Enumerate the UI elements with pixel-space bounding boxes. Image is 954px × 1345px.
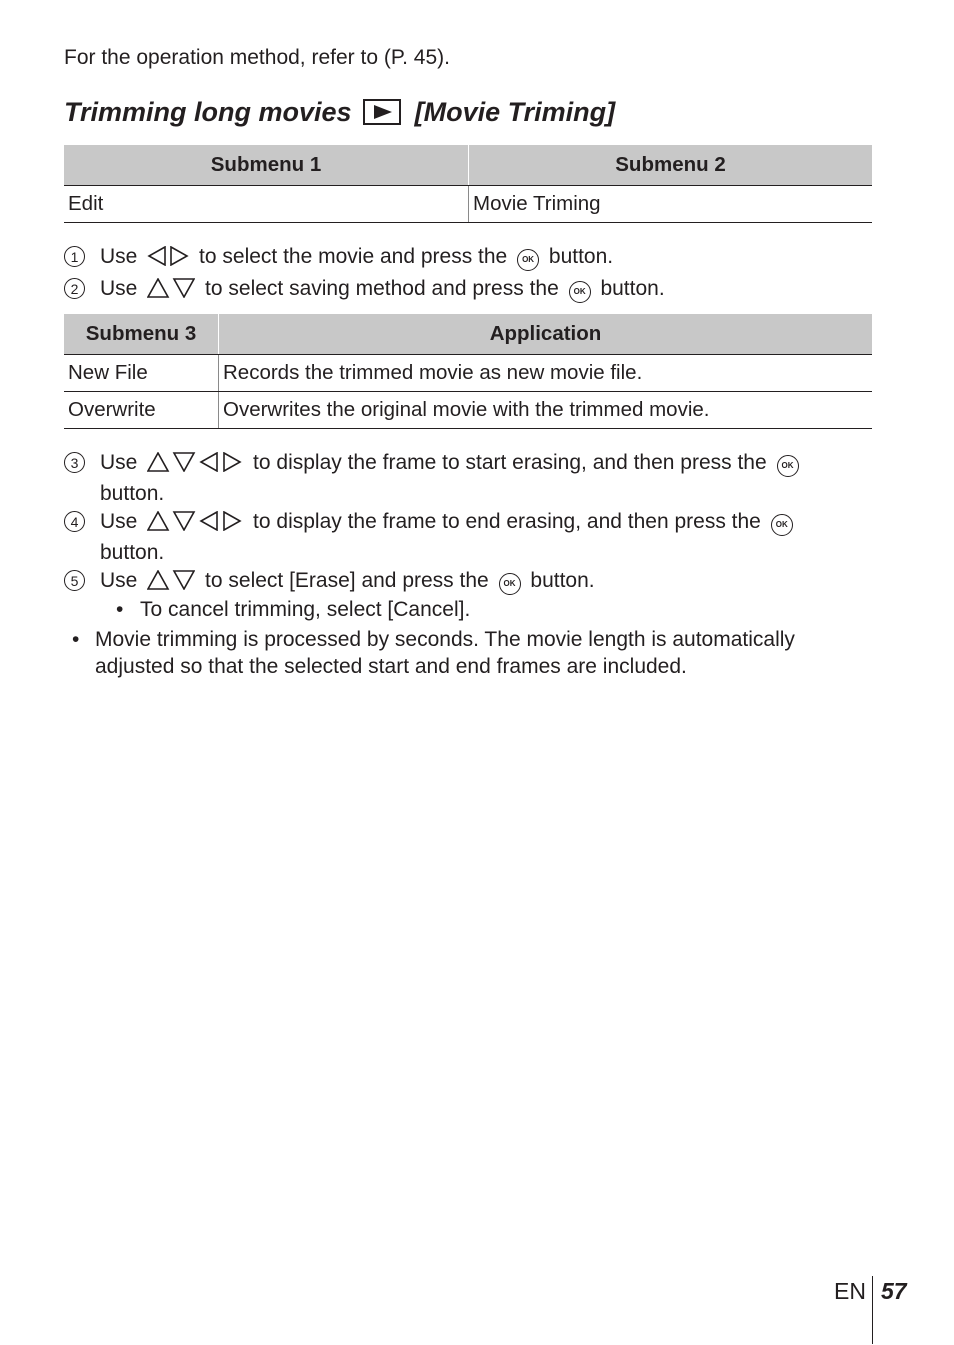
four-way-arrows-icon	[147, 511, 243, 539]
language-label: EN	[834, 1278, 866, 1304]
step-text: to display the frame to start erasing, and then press the	[253, 451, 767, 474]
step-text: to select [Erase] and press the	[205, 569, 489, 592]
table-header: Application	[219, 314, 873, 355]
table-cell: Overwrites the original movie with the trimmed movie.	[219, 392, 873, 429]
step-end: button.	[600, 277, 665, 300]
step-number: 1	[64, 246, 85, 267]
intro-text: For the operation method, refer to (P. 45).	[64, 46, 450, 69]
up-down-arrows-icon	[147, 570, 195, 598]
heading-menu-name: [Movie Triming]	[414, 97, 616, 127]
step-end: button.	[100, 541, 165, 564]
step-number: 5	[64, 570, 85, 591]
step-text: to display the frame to end erasing, and then press the	[253, 510, 761, 533]
section-heading	[64, 94, 615, 134]
step-use: Use	[100, 569, 138, 592]
step-number: 3	[64, 452, 85, 473]
table-header: Submenu 2	[469, 145, 873, 186]
step-number: 4	[64, 511, 85, 532]
footer-divider	[872, 1276, 873, 1344]
table-row	[64, 392, 872, 429]
step-use: Use	[100, 245, 138, 268]
table-cell: Records the trimmed movie as new movie file.	[219, 355, 873, 392]
ok-button-icon: OK	[569, 281, 591, 303]
step-end: button.	[100, 482, 165, 505]
table-row	[64, 186, 872, 223]
step-end: button.	[548, 245, 614, 268]
four-way-arrows-icon	[147, 452, 243, 480]
ok-button-icon: OK	[499, 573, 521, 595]
table-cell: Movie Triming	[469, 186, 873, 223]
step-end: button.	[530, 569, 595, 592]
table-header: Submenu 3	[64, 314, 219, 355]
note	[72, 626, 862, 678]
table-cell: Overwrite	[64, 392, 219, 429]
table-cell: Edit	[64, 186, 469, 223]
table-header: Submenu 1	[64, 145, 469, 186]
cancel-tip-text: To cancel trimming, select [Cancel].	[140, 598, 471, 621]
playback-icon	[363, 98, 401, 134]
heading-text: Trimming long movies	[64, 97, 352, 127]
submenu-table-1	[64, 145, 872, 223]
page-number: 57	[881, 1278, 907, 1304]
bullet: •	[116, 598, 124, 621]
submenu-table-3	[64, 314, 872, 429]
step-use: Use	[100, 510, 138, 533]
table-row	[64, 355, 872, 392]
ok-button-icon: OK	[771, 514, 793, 536]
up-down-arrows-icon	[147, 278, 195, 306]
step-text: to select the movie and press the	[199, 245, 508, 268]
step-text: to select saving method and press the	[205, 277, 559, 300]
ok-button-icon: OK	[777, 455, 799, 477]
step-number: 2	[64, 278, 85, 299]
cancel-tip	[116, 596, 470, 624]
step-use: Use	[100, 277, 138, 300]
left-right-arrows-icon	[147, 246, 189, 274]
step-use: Use	[100, 451, 138, 474]
ok-button-icon: OK	[517, 249, 539, 271]
bullet: •	[72, 628, 80, 651]
note-text: Movie trimming is processed by seconds. The movie length is automatically adjusted so that the selected start and end frames are included.	[95, 628, 795, 678]
table-cell: New File	[64, 355, 219, 392]
